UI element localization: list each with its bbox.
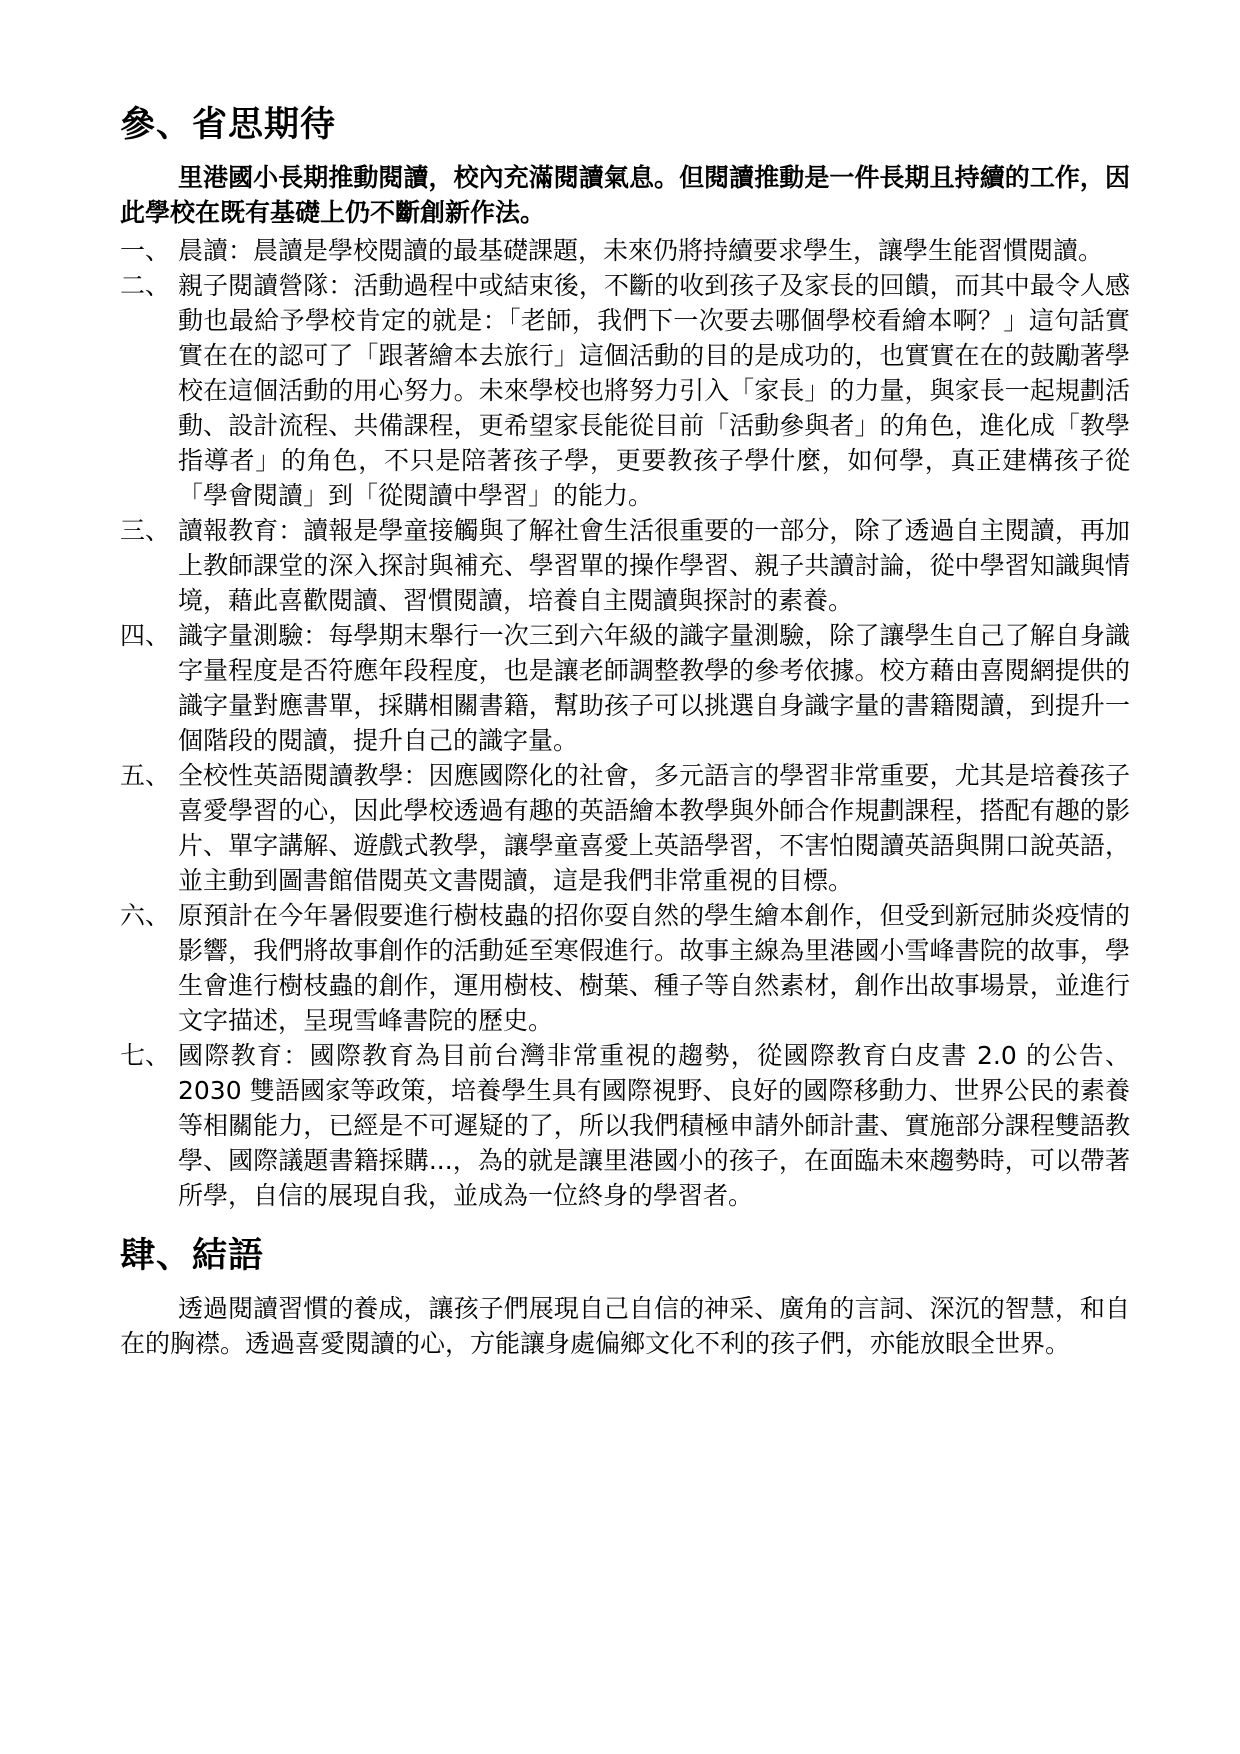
list-item-text: 晨讀：晨讀是學校閱讀的最基礎課題，未來仍將持續要求學生，讓學生能習慣閱讀。 (178, 236, 1104, 265)
list-item (120, 513, 1130, 618)
list-item-marker: 四、 (120, 621, 171, 650)
list-item-marker: 二、 (120, 271, 171, 300)
list-item-marker: 五、 (120, 761, 171, 790)
list-item (120, 268, 1130, 513)
list-item-text: 讀報教育：讀報是學童接觸與了解社會生活很重要的一部分，除了透過自主閱讀，再加上教師課堂的深入探討與補充、學習單的操作學習、親子共讀討論，從中學習知識與情境，藉此喜歡閱讀、習慣閱讀，培養自主閱讀與探討的素養。 (178, 516, 1130, 615)
section-heading-conclusion: 肆、結語 (120, 1236, 265, 1276)
list-item-text: 識字量測驗：每學期末舉行一次三到六年級的識字量測驗，除了讓學生自己了解自身識字量程度是否符應年段程度，也是讓老師調整教學的參考依據。校方藉由喜閱網提供的識字量對應書單，採購相關書籍，幫助孩子可以挑選自身識字量的書籍閱讀，到提升一個階段的閱讀，提升自己的識字量。 (178, 621, 1130, 755)
reflection-intro: 里港國小長期推動閱讀，校內充滿閱讀氣息。但閱讀推動是一件長期且持續的工作，因此學校在既有基礎上仍不斷創新作法。 (120, 163, 1130, 227)
list-item-text: 國際教育：國際教育為目前台灣非常重視的趨勢，從國際教育白皮書 2.0 的公告、2030 雙語國家等政策，培養學生具有國際視野、良好的國際移動力、世界公民的素養等相關能力，已經是不可遲疑的了，所以我們積極申請外師計畫、實施部分課程雙語教學、國際議題書籍採購...，為的就是讓里港國小的孩子，在面臨未來趨勢時，可以帶著所學，自信的展現自我，並成為一位終身的學習者。 (178, 1041, 1130, 1210)
list-item (120, 618, 1130, 758)
document-page (120, 100, 1130, 1361)
list-item-text: 親子閱讀營隊：活動過程中或結束後，不斷的收到孩子及家長的回饋，而其中最令人感動也最給予學校肯定的就是：「老師，我們下一次要去哪個學校看繪本啊？」這句話實實在在的認可了「跟著繪本去旅行」這個活動的目的是成功的，也實實在在的鼓勵著學校在這個活動的用心努力。未來學校也將努力引入「家長」的力量，與家長一起規劃活動、設計流程、共備課程，更希望家長能從目前「活動參與者」的角色，進化成「教學指導者」的角色，不只是陪著孩子學，更要教孩子學什麼，如何學，真正建構孩子從「學會閱讀」到「從閱讀中學習」的能力。 (178, 271, 1130, 510)
conclusion-paragraph: 透過閱讀習慣的養成，讓孩子們展現自己自信的神采、廣角的言詞、深沉的智慧，和自在的胸襟。透過喜愛閱讀的心，方能讓身處偏鄉文化不利的孩子們，亦能放眼全世界。 (120, 1294, 1130, 1358)
list-item-text: 原預計在今年暑假要進行樹枝蟲的招你耍自然的學生繪本創作，但受到新冠肺炎疫情的影響，我們將故事創作的活動延至寒假進行。故事主線為里港國小雪峰書院的故事，學生會進行樹枝蟲的創作，運用樹枝、樹葉、種子等自然素材，創作出故事場景，並進行文字描述，呈現雪峰書院的歷史。 (178, 901, 1130, 1035)
list-item-marker: 六、 (120, 901, 171, 930)
list-item-marker: 一、 (120, 236, 171, 265)
list-item (120, 1038, 1130, 1213)
reflection-list (120, 233, 1130, 1213)
list-item-marker: 七、 (120, 1041, 171, 1070)
list-item-marker: 三、 (120, 516, 171, 545)
list-item (120, 758, 1130, 898)
list-item (120, 898, 1130, 1038)
section-heading-reflection: 參、省思期待 (120, 105, 337, 145)
list-item-text: 全校性英語閱讀教學：因應國際化的社會，多元語言的學習非常重要，尤其是培養孩子喜愛學習的心，因此學校透過有趣的英語繪本教學與外師合作規劃課程，搭配有趣的影片、單字講解、遊戲式教學，讓學童喜愛上英語學習，不害怕閱讀英語與開口說英語，並主動到圖書館借閱英文書閱讀，這是我們非常重視的目標。 (178, 761, 1130, 895)
list-item (120, 233, 1130, 268)
